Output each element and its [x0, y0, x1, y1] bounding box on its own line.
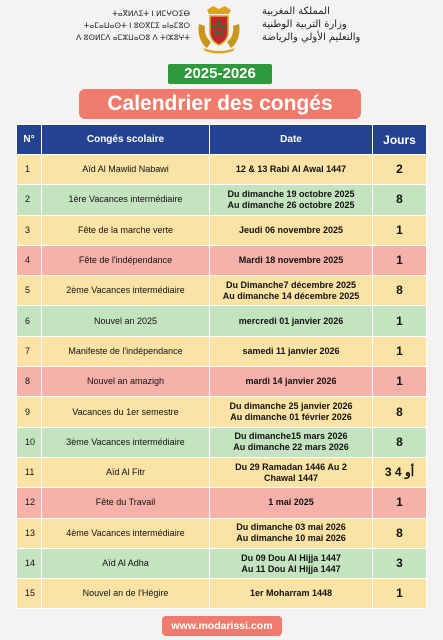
row-number: 12: [17, 488, 42, 518]
row-conge-name: Nouvel an amazigh: [42, 367, 210, 397]
table-row: [17, 215, 427, 245]
tifinagh-ministry-name: [70, 8, 190, 44]
row-conge-name: 4ème Vacances intermédiaire: [42, 518, 210, 548]
row-date-line: Du 29 Ramadan 1446 Au 2: [235, 461, 347, 472]
row-number: 11: [17, 457, 42, 487]
row-jours: 2: [373, 155, 427, 185]
row-date: [210, 155, 373, 185]
row-date-line: Du 09 Dou Al Hijja 1447: [241, 552, 341, 563]
row-date-line: Au dimanche 22 mars 2026: [233, 442, 349, 453]
row-number: 1: [17, 155, 42, 185]
row-date: [210, 579, 373, 609]
table-body: [17, 155, 427, 609]
table-row: [17, 155, 427, 185]
row-jours: 1: [373, 488, 427, 518]
row-date: [210, 427, 373, 457]
row-conge-name: 1ère Vacances intermédiaire: [42, 185, 210, 215]
arabic-line: المملكة المغربية: [262, 6, 330, 17]
row-conge-name: Nouvel an 2025: [42, 306, 210, 336]
row-conge-name: 2ème Vacances intermédiaire: [42, 276, 210, 306]
tifinagh-line: ⵜⴰⵎⴰⵡⴰⵙⵜ ⵏ ⵓⵙⴳⵎⵉ ⴰⵏⴰⵎⵓⵔ: [83, 21, 190, 30]
page-header: [0, 0, 443, 60]
row-date-line: 12 & 13 Rabi Al Awal 1447: [235, 164, 347, 175]
row-date: [210, 215, 373, 245]
row-number: 9: [17, 397, 42, 427]
tifinagh-line: ⵜⴰⴳⵍⴷⵉⵜ ⵏ ⵍⵎⵖⵔⵉⴱ: [112, 9, 190, 18]
table-row: [17, 427, 427, 457]
row-date: [210, 488, 373, 518]
row-date: [210, 185, 373, 215]
row-number: 14: [17, 548, 42, 578]
row-conge-name: Fête de l'indépendance: [42, 245, 210, 275]
row-date-line: 1er Moharram 1448: [249, 588, 333, 599]
table-row: [17, 276, 427, 306]
row-date: [210, 457, 373, 487]
row-conge-name: Nouvel an de l'Hégire: [42, 579, 210, 609]
row-number: 3: [17, 215, 42, 245]
row-date-line: Du dimanche 25 janvier 2026: [229, 401, 353, 412]
row-jours: 3: [373, 548, 427, 578]
row-jours: 3 أو 4: [373, 457, 427, 487]
row-date-line: Au dimanche 14 décembre 2025: [222, 290, 360, 301]
row-number: 4: [17, 245, 42, 275]
row-date: [210, 518, 373, 548]
row-number: 15: [17, 579, 42, 609]
row-conge-name: Aïd Al Fitr: [42, 457, 210, 487]
row-date: [210, 276, 373, 306]
row-date-line: Du Dimanche7 décembre 2025: [225, 279, 357, 290]
row-date-line: Mardi 18 novembre 2025: [238, 255, 344, 266]
row-jours: 8: [373, 276, 427, 306]
row-number: 13: [17, 518, 42, 548]
row-date-line: Au 11 Dou Al Hijja 1447: [241, 563, 341, 574]
row-jours: 1: [373, 215, 427, 245]
column-header-num: N°: [17, 125, 42, 155]
row-date-line: Au dimanche 10 mai 2026: [236, 533, 346, 544]
row-jours: 1: [373, 579, 427, 609]
row-number: 6: [17, 306, 42, 336]
row-date-line: samedi 11 janvier 2026: [242, 345, 340, 356]
table-row: [17, 367, 427, 397]
column-header-jours: Jours: [373, 125, 427, 155]
row-date: [210, 306, 373, 336]
row-jours: 1: [373, 367, 427, 397]
row-date: [210, 367, 373, 397]
row-jours: 1: [373, 306, 427, 336]
row-conge-name: Fête de la marche verte: [42, 215, 210, 245]
row-date-line: mardi 14 janvier 2026: [245, 376, 337, 387]
row-date-line: Du dimanche 19 octobre 2025: [227, 188, 355, 199]
table-row: [17, 488, 427, 518]
row-jours: 1: [373, 336, 427, 366]
row-conge-name: Manifeste de l'indépendance: [42, 336, 210, 366]
row-number: 2: [17, 185, 42, 215]
holidays-table: [16, 124, 427, 609]
row-date: [210, 397, 373, 427]
row-jours: 8: [373, 185, 427, 215]
row-date-line: Au dimanche 01 février 2026: [230, 412, 352, 423]
row-conge-name: 3ème Vacances intermédiaire: [42, 427, 210, 457]
row-date: [210, 548, 373, 578]
column-header-conge: Congés scolaire: [42, 125, 210, 155]
row-jours: 8: [373, 427, 427, 457]
row-date: [210, 336, 373, 366]
row-date-line: 1 mai 2025: [268, 497, 314, 508]
row-date: [210, 245, 373, 275]
arabic-line: والتعليم الأولي والرياضة: [262, 32, 361, 43]
table-row: [17, 336, 427, 366]
row-date-line: Jeudi 06 novembre 2025: [238, 224, 344, 235]
row-jours: 8: [373, 397, 427, 427]
row-date-line: Du dimanche 03 mai 2026: [236, 522, 346, 533]
table-row: [17, 185, 427, 215]
tifinagh-line: ⴷ ⵓⵙⵍⵎⴷ ⴰⵎⵣⵡⴰⵔⵓ ⴷ ⵜⵏⵣⵓⵖⵜ: [76, 33, 190, 42]
row-number: 8: [17, 367, 42, 397]
table-row: [17, 548, 427, 578]
row-date-line: Chawal 1447: [263, 472, 319, 483]
table-row: [17, 245, 427, 275]
row-conge-name: Fête du Travail: [42, 488, 210, 518]
school-year-badge: 2025-2026: [168, 64, 272, 84]
page-title: Calendrier des congés: [79, 89, 361, 119]
row-jours: 1: [373, 245, 427, 275]
table-row: [17, 579, 427, 609]
arabic-line: وزارة التربية الوطنية: [262, 19, 347, 30]
row-number: 7: [17, 336, 42, 366]
row-date-line: Du dimanche15 mars 2026: [234, 431, 348, 442]
column-header-date: Date: [210, 125, 373, 155]
row-jours: 8: [373, 518, 427, 548]
row-date-line: mercredi 01 janvier 2026: [238, 315, 344, 326]
website-footer-link[interactable]: www.modarissi.com: [162, 616, 282, 636]
row-conge-name: Aïd Al Mawlid Nabawi: [42, 155, 210, 185]
table-row: [17, 306, 427, 336]
row-conge-name: Vacances du 1er semestre: [42, 397, 210, 427]
arabic-ministry-name: [262, 5, 382, 44]
moroccan-coat-of-arms-icon: [193, 4, 245, 54]
row-number: 5: [17, 276, 42, 306]
table-row: [17, 457, 427, 487]
table-header-row: [17, 125, 427, 155]
row-date-line: Au dimanche 26 octobre 2025: [227, 199, 355, 210]
row-conge-name: Aïd Al Adha: [42, 548, 210, 578]
table-row: [17, 518, 427, 548]
row-number: 10: [17, 427, 42, 457]
table-row: [17, 397, 427, 427]
